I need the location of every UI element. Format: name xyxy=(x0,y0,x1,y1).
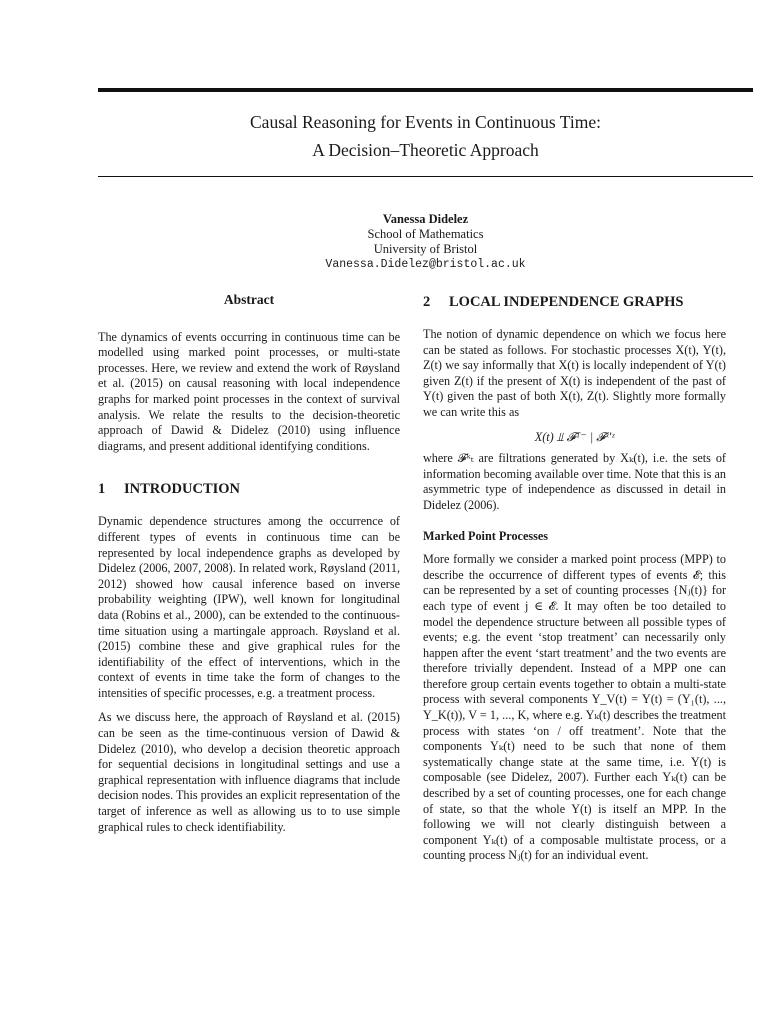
intro-paragraph-1: Dynamic dependence structures among the occurrence of different types of events in continuous time can be represented by local independence graphs as developed by Didelez (2006, 2007, 2008). In related work, Røysland (2011, 2012) showed how causal inference based on inverse probability weighting (IPW), well known for longitudinal data (Robins et al., 2000), can be extended to the continuous-time situation using a martingale approach. Røysland et al. (2015) combine these and give graphical rules for the identifiability of the effect of interventions, which in the context of events in time take the form of changes to the intensities of specific processes, e.g. a treatment process. xyxy=(98,514,400,700)
affiliation-university: University of Bristol xyxy=(373,242,478,256)
subsection-heading: Marked Point Processes xyxy=(423,528,549,543)
section-2-paragraph-1: The notion of dynamic dependence on which we focus here can be stated as follows. For stochastic processes X(t), Y(t), Z(t) we say informally that X(t) is locally independent of Y(t) given Z(t) if the present of X(t) is independent of the past of Y(t) given the past of both X(t), Z(t). Slightly more formally we can write this as xyxy=(423,327,726,419)
section-1-title: INTRODUCTION xyxy=(124,481,241,498)
section-1-heading xyxy=(98,481,400,498)
section-2-paragraph-3: More formally we consider a marked point process (MPP) to describe the occurrence of different types of events 𝓔; this can be represented by a set of counting processes {Nⱼ(t)} for each type of event j ∈ 𝓔. It may often be too detailed to model the dependence structure between all possible types of events; e.g. the event ‘stop treatment’ can necessarily only happen after the event ‘start treatment’ and the two events are therefore trivially dependent. Instead of a MPP one can therefore group certain events together to obtain a multi-state process with several components Y_V(t) = Y(t) = (Y₁(t), ..., Y_K(t)), V = 1, ..., K, where e.g. Yₖ(t) describes the treatment process with states ‘on / off treatment’. Note that the components Yₖ(t) need to be such that none of them systematically change state at the same time, i.e. Y(t) is composable (see Didelez, 2007). Further each Yₖ(t) can be described by a set of counting processes, one for each change of state, so that the whole Y(t) is itself an MPP. In the following we will not clearly distinguish between a component Yₖ(t) of a composable multistate process, or a counting process Nⱼ(t) for an individual event. xyxy=(423,552,726,863)
local-independence-equation: X(t) ⫫ 𝓕ᵀ⁻ | 𝓕ˣ'ᶻ xyxy=(534,429,615,444)
title-line-2: A Decision–Theoretic Approach xyxy=(312,140,539,160)
top-rule xyxy=(98,88,753,92)
affiliation-school: School of Mathematics xyxy=(367,227,484,241)
title-bottom-rule xyxy=(98,176,753,177)
intro-paragraph-2: As we discuss here, the approach of Røysland et al. (2015) can be seen as the time-continuous version of Dawid & Didelez (2010), who develop a decision theoretic approach for sequential decisions in longitudinal settings and use a graphical representation with influence diagrams that include decision nodes. This provides an explicit representation of the target of inference as well as allowing us to to use simple graphical rules to check identifiability. xyxy=(98,710,401,834)
abstract-heading: Abstract xyxy=(223,292,275,307)
section-2-heading xyxy=(423,294,726,311)
section-2-number: 2 xyxy=(423,294,431,310)
paper-title xyxy=(98,108,753,164)
section-2-title: LOCAL INDEPENDENCE GRAPHS xyxy=(449,294,684,310)
section-1-number: 1 xyxy=(98,481,106,498)
right-column xyxy=(423,292,726,873)
author-email: Vanessa.Didelez@bristol.ac.uk xyxy=(325,258,526,271)
abstract-text: The dynamics of events occurring in continuous time can be modelled using marked point processes, or multi-state processes. Here, we review and extend the work of Røysland et al. (2015) on causal reasoning with local independence graphs for marked point processes in the context of survival analysis. We relate the results to the decision-theoretic approach of Dawid & Didelez (2010) using influence diagrams, and present additional identifying conditions. xyxy=(98,329,400,453)
left-column xyxy=(98,292,400,844)
title-line-1: Causal Reasoning for Events in Continuous Time: xyxy=(250,112,601,132)
author-name: Vanessa Didelez xyxy=(382,212,469,226)
section-2-paragraph-2: where 𝓕ᵏₜ are filtrations generated by Xₖ(t), i.e. the sets of information becoming available over time. Note that this is an asymmetric type of independence as discussed in detail in Didelez (2006). xyxy=(423,451,726,512)
author-block xyxy=(98,212,753,272)
